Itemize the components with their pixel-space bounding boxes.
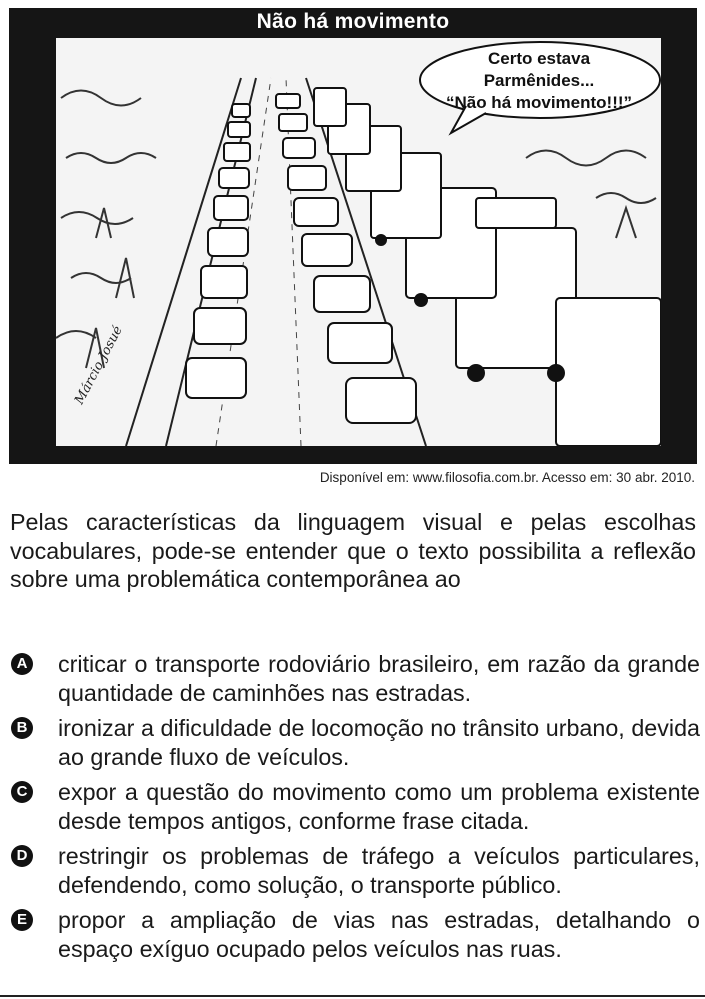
option-letter-badge: C (11, 781, 33, 803)
bottom-divider (0, 995, 705, 997)
option-text: ironizar a dificuldade de locomoção no trânsito urbano, devida ao grande fluxo de veículos. (58, 715, 700, 770)
option-letter-badge: E (11, 909, 33, 931)
answer-options (10, 650, 700, 970)
traffic-jam-illustration (56, 38, 661, 446)
option-a[interactable] (10, 650, 700, 707)
option-b[interactable] (10, 714, 700, 771)
cartoon-frame (9, 8, 697, 464)
cartoon-title: Não há movimento (256, 10, 450, 33)
speech-line-2: “Não há movimento!!!” (445, 93, 633, 112)
option-text: criticar o transporte rodoviário brasileiro, em razão da grande quantidade de caminhões nas estradas. (58, 651, 700, 706)
source-citation: Disponível em: www.filosofia.com.br. Acesso em: 30 abr. 2010. (319, 470, 695, 485)
option-letter-badge: A (11, 653, 33, 675)
speech-bubble (434, 48, 644, 114)
question-text: Pelas características da linguagem visual e pelas escolhas vocabulares, pode-se entender que o texto possibilita a reflexão sobre uma problemática contemporânea ao (10, 509, 696, 592)
option-text: expor a questão do movimento como um problema existente desde tempos antigos, conforme frase citada. (58, 779, 700, 834)
speech-line-1: Certo estava Parmênides... (483, 49, 595, 90)
option-letter-badge: D (11, 845, 33, 867)
option-text: restringir os problemas de tráfego a veículos particulares, defendendo, como solução, o transporte público. (58, 843, 700, 898)
option-d[interactable] (10, 842, 700, 899)
artist-signature: Márcio Josué (72, 323, 126, 408)
option-c[interactable] (10, 778, 700, 835)
option-text: propor a ampliação de vias nas estradas, detalhando o espaço exíguo ocupado pelos veículos nas ruas. (58, 907, 700, 962)
option-e[interactable] (10, 906, 700, 963)
option-letter-badge: B (11, 717, 33, 739)
